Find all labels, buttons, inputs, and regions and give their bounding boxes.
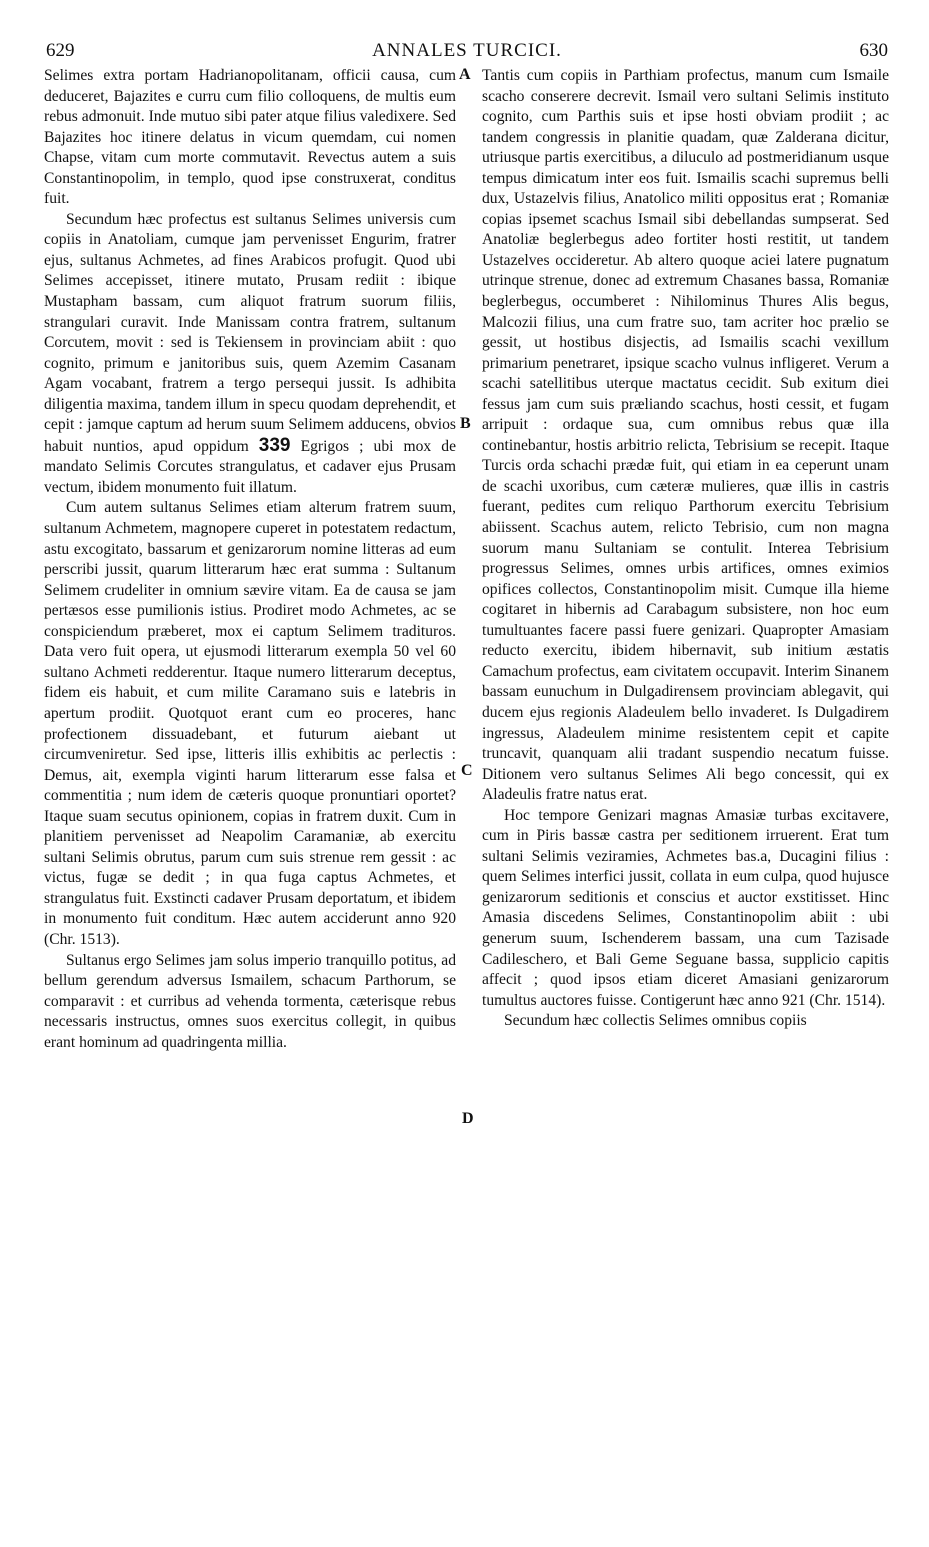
right-paragraph-1: Tantis cum copiis in Parthiam profectus, manum cum Ismaile scacho conserere decrevit. Ismail vero sultani Selimis instituto cognito, cum Parthis suis et ipse hosti obviam prodiit ; ac tandem congressis in planitie quadam, quæ Zalderana dicitur, utriusque partis exercitibus, a diluculo ad postmeridianum usque tempus dimicatum inter eos fuit. Ismailis scachi supremus belli dux, Ustazelvis filius, Anatolico militi oppositus erat ; Romaniæ copias ipsemet scachus Ismail sibi debellandas sumpserat. Sed Anatoliæ beglerbegus adeo fortiter hosti restitit, ut tandem Ustazelves occideretur. Ab altero quoque aciei latere pugnatum utrinque strenue, donec ad extremum Chasanes bassa, Romaniæ beglerbegus, occumberet : Nihilominus Thures Alis begus, Malcozii filius, una cum fratre suo, tam acriter hoc prælio se gessit, ut hostibus disjectis, ad Ismailis scachi vexillum primarium penetraret, ipsique scacho vulnus infligeret. Verum a scachi satellitibus uterque mactatus cecidit. Sub exitum diei fessus jam cum suis præliando scachus, hosti cessit, et fugam arripuit : ordaque sua, cum omnibus rebus quæ illa continebantur, hostis arbitrio relicta, Tebrisium se recepit. Itaque Turcis orda schachi prædæ fuit, qui etiam in ea ceperunt unam de scachi uxoribus, cum cæteræ mulieres, quæ illis in castris fuerant, pedites cum reliquo Parthorum exercitu Tebrisium abiissent. Scachus autem, relicto Tebrisio, cum non magna suorum manu Sultaniam se contulit. Interea Tebrisium progressus Selimes, omnes urbis artifices, omnes eximios opifices collectos, Constantinopolim misit. Cumque illa hieme cogitaret in hibernis ad Carabagum subsistere, non hoc eum tumultuantes facere passi fuere genizari. Quapropter Amasiam reducto exercitu, ibidem hibernavit, sub initium æstatis Camachum profectus, eam civitatem occupavit. Interim Sinanem bassam eunuchum in Dulgadirensem provinciam ablegavit, qui ducem ejus regionis Aladeulem bello invaderet. Is Dulgadirem ingressus, Aladeulem minime resistentem cepit et capite truncavit, quanquam alii tradant suspendio necatum fuisse. Ditionem vero sultanus Selimes Ali bego concessit, qui ex Aladeulis fratre natus erat. xyxy=(482,67,889,804)
page-number-right: 630 xyxy=(859,40,888,61)
left-paragraph-2 xyxy=(44,210,456,499)
margin-marker-a: A xyxy=(459,66,471,83)
right-paragraph-2: Hoc tempore Genizari magnas Amasiæ turbas excitavere, cum in Piris bassæ castra per seditionem irruerent. Erat tum sultani Selimis veziramies, Achmetes bas.a, Ducagini filius : quem Selimes interfici jussit, collata in eum culpa, quod hujusce genizarorum seditionis et conscius et auctor exstitisset. Hinc Amasia discedens Selimes, Constantinopolim abiit : ubi generum suum, Ischenderem bassam, una cum Tazisade Cadileschero, et Bali Geme Seguane bassa, supplicio capitis affecit ; quod ipsos etiam diceret Amasiani genizarorum tumultus auctores fuisse. Contigerunt hæc anno 921 (Chr. 1514). xyxy=(482,806,889,1009)
left-column xyxy=(44,66,456,1053)
margin-marker-c: C xyxy=(461,762,473,779)
page-number-left: 629 xyxy=(46,40,75,61)
margin-marker-d: D xyxy=(462,1110,474,1127)
right-column xyxy=(482,66,889,1032)
left-paragraph-3: Cum autem sultanus Selimes etiam alterum fratrem suum, sultanum Achmetem, magnopere cuperet in potestatem redactum, astu excogitato, bassarum et genizarorum nomine litteras ad eum perscribi jussit, quarum litterarum hæc erat summa : Sultanum Selimem crudeliter in omnium sævire vitam. Ea de causa se jam pertæsos esse pumilionis istius. Prodiret modo Achmetes, ac se conspiciendum præberet, mox ei captum Selimem tradituros. Data vero fuit opera, ut ejusmodi litterarum exempla 50 vel 60 sultano Achmeti redderentur. Itaque numero litterarum deceptus, fidem eis habuit, et cum milite Caramano suis e latebris in apertum prodiit. Quotquot erant cum eo proceres, hanc profectionem dissuadebant, et futurum aiebant ut circumveniretur. Sed ipse, litteris illis exhibitis ac perlectis : Demus, ait, exempla viginti harum litterarum esse falsa et commentitia ; num idem de cæteris quoque pronuntiari oportet? Itaque suam secutus opinionem, copias in fratrem duxit. Cum in planitiem pervenisset ad Neapolim Caramaniæ, ab exercitu sultani Selimis obrutus, parum cum suis strenue rem gessit : ac victus, fugæ se dedit ; in qua fuga captus Achmetes, et strangulatus fuit. Exstincti cadaver Prusam deportatum, et ibidem in monumento fuit conditum. Hæc autem acciderunt anno 920 (Chr. 1513). xyxy=(44,499,456,948)
left-paragraph-4: Sultanus ergo Selimes jam solus imperio tranquillo potitus, ad bellum gerendum adversus Ismailem, schacum Parthorum, se comparavit : et curribus ad vehenda tormenta, cæterisque rebus necessaris instructus, omnes suos exercitus collegit, in quibus erant hominum ad quadringenta millia. xyxy=(44,951,456,1051)
marginal-page-number: 339 xyxy=(258,434,291,456)
running-title: ANNALES TURCICI. xyxy=(372,40,562,61)
right-paragraph-3: Secundum hæc collectis Selimes omnibus copiis xyxy=(504,1012,807,1030)
page-header xyxy=(46,40,888,64)
left-paragraph-1: Selimes extra portam Hadrianopolitanam, officii causa, cum deduceret, Bajazites e curru cum filio colloquens, de multis eum rebus admonuit. Inde mutuo sibi pater atque filius valedixere. Sed Bajazites hoc itinere delatus in vicum quemdam, cui nomen Chapse, vitam cum morte commutavit. Revectus autem a suis Constantinopolim, in templo, quod ipse construxerat, conditus fuit. xyxy=(44,67,456,208)
left-paragraph-2-part-2: Egrigos ; ubi mox de mandato Selimis Corcutes strangulatus, et cadaver ejus Prusam vectum, ibidem monumento fuit illatum. xyxy=(44,437,456,496)
margin-marker-b: B xyxy=(460,415,471,432)
left-paragraph-2-part-1: Secundum hæc profectus est sultanus Selimes universis cum copiis in Anatoliam, cumque jam pervenisset Engurim, fratrer ejus, sultanus Achmetes, ad fines Arabicos profugit. Quod ubi Selimes accepisset, itinere mutato, Prusam rediit : ibique Mustapham bassam, cum aliquot fratrum suorum filiis, strangulari curavit. Inde Manissam contra fratrem, sultanum Corcutem, movit : sed is Tekiensem in provinciam abiit : quo cognito, primum e janitoribus suis, quem Azemim Casanam Agam vocabant, fratrem a tergo persequi jussit. Is adhibita diligentia maxima, tandem illum in specu quodam deprehendit, et cepit : jamque captum ad herum suum Selimem adducens, obvios habuit nuntios, apud oppidum xyxy=(44,210,456,455)
